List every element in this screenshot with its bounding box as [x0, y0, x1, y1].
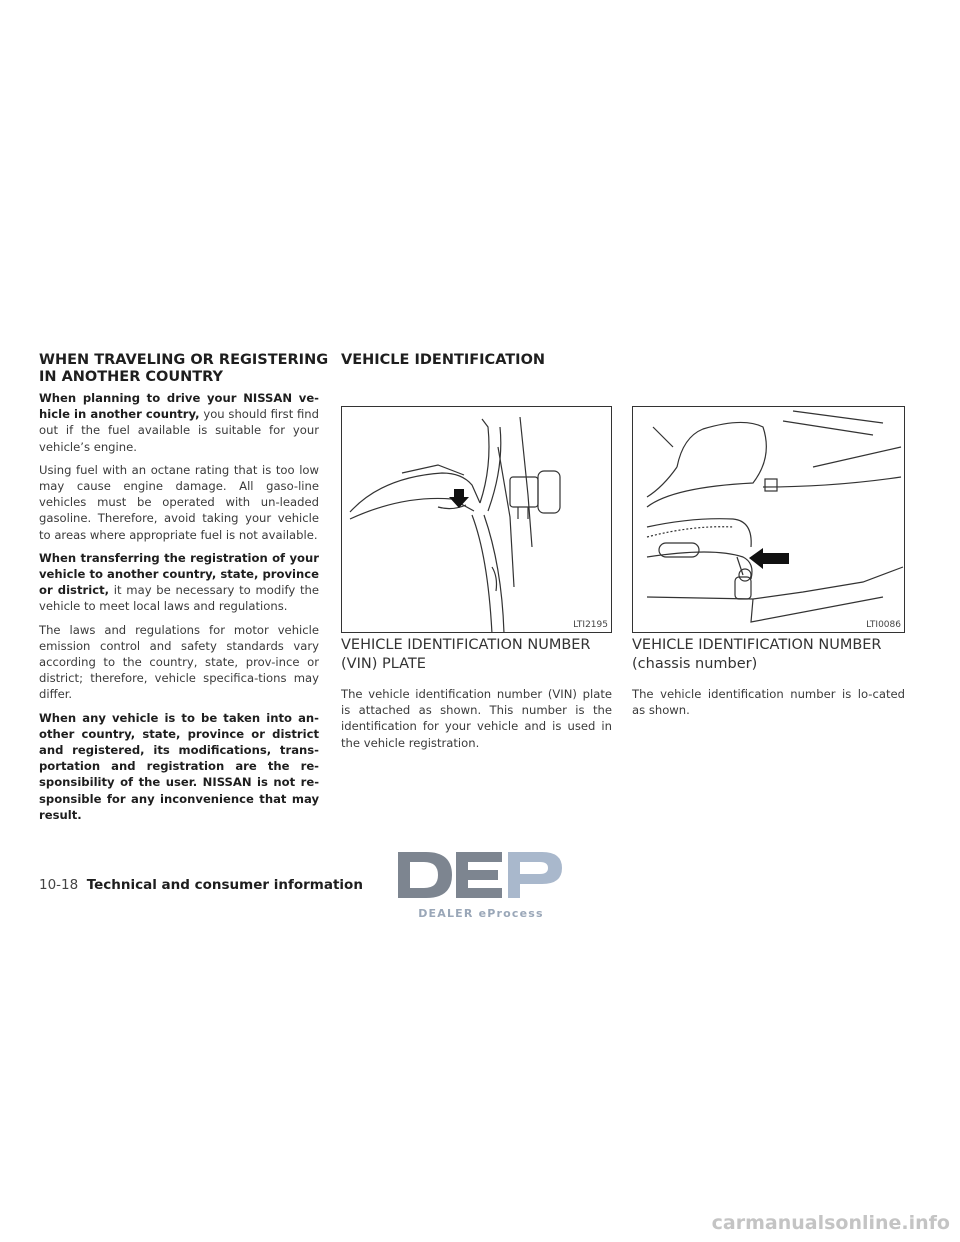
paragraph-registration-bold: When transferring the registration of your vehicle to another country, state, province or district,: [39, 550, 319, 598]
paragraph-laws: The laws and regulations for motor vehicle emission control and safety standards vary according to the country, state, prov-ince or district; therefore, vehicle specifica-tions may differ.: [39, 622, 319, 702]
figure-chassis-number: [632, 406, 905, 633]
vin-plate-illustration: [342, 407, 612, 633]
dep-logo-icon: [396, 850, 566, 900]
left-column-body: [39, 390, 319, 830]
page-footer: [39, 876, 363, 894]
figure-2-caption: [632, 636, 905, 725]
paragraph-octane: Using fuel with an octane rating that is too low may cause engine damage. All gaso-line vehicles must be operated with un-leaded gasoline. Therefore, avoid taking your vehicle to areas where appropriate fuel is not available.: [39, 462, 319, 542]
footer-section-title: Technical and consumer information: [86, 877, 363, 893]
section-heading-traveling: WHEN TRAVELING OR REGISTERING IN ANOTHER COUNTRY: [39, 352, 329, 385]
subheading-vin-plate: VEHICLE IDENTIFICATION NUMBER (VIN) PLATE: [341, 637, 591, 672]
figure-code-2: LTI0086: [866, 620, 901, 630]
paragraph-responsibility-bold: When any vehicle is to be taken into an-other country, state, province or district and registered, its modifications, trans-portation and registration are the re-sponsibility of the user. NISSAN is not re-sponsible for any inconvenience that may result.: [39, 710, 319, 822]
figure-code-1: LTI2195: [573, 620, 608, 630]
paragraph-fuel: [39, 390, 319, 455]
paragraph-vin-plate: The vehicle identification number (VIN) plate is attached as shown. This number is the identification for your vehicle and is used in the vehicle registration.: [341, 687, 612, 750]
page-number: 10-18: [39, 877, 79, 893]
paragraph-chassis-number: The vehicle identification number is lo-cated as shown.: [632, 687, 905, 718]
figure-1-caption: [341, 636, 612, 758]
subheading-chassis-number: VEHICLE IDENTIFICATION NUMBER (chassis number): [632, 637, 882, 672]
arrow-left-icon: [749, 548, 789, 569]
logo-subtitle: DEALER eProcess: [418, 907, 544, 920]
section-heading-vehicle-identification: VEHICLE IDENTIFICATION: [341, 352, 546, 368]
paragraph-registration-text: it may be necessary to modify the vehicle to meet local laws and regulations.: [39, 583, 319, 614]
paragraph-fuel-bold: When planning to drive your NISSAN ve-hicle in another country,: [39, 391, 319, 422]
dealer-logo: [396, 850, 566, 918]
paragraph-fuel-text: you should first find out if the fuel available is suitable for your vehicle’s engine.: [39, 407, 320, 454]
paragraph-registration: [39, 550, 319, 615]
paragraph-responsibility: [39, 710, 319, 823]
figure-vin-plate: [341, 406, 612, 633]
watermark: carmanualsonline.info: [711, 1212, 950, 1234]
chassis-number-illustration: [633, 407, 905, 633]
